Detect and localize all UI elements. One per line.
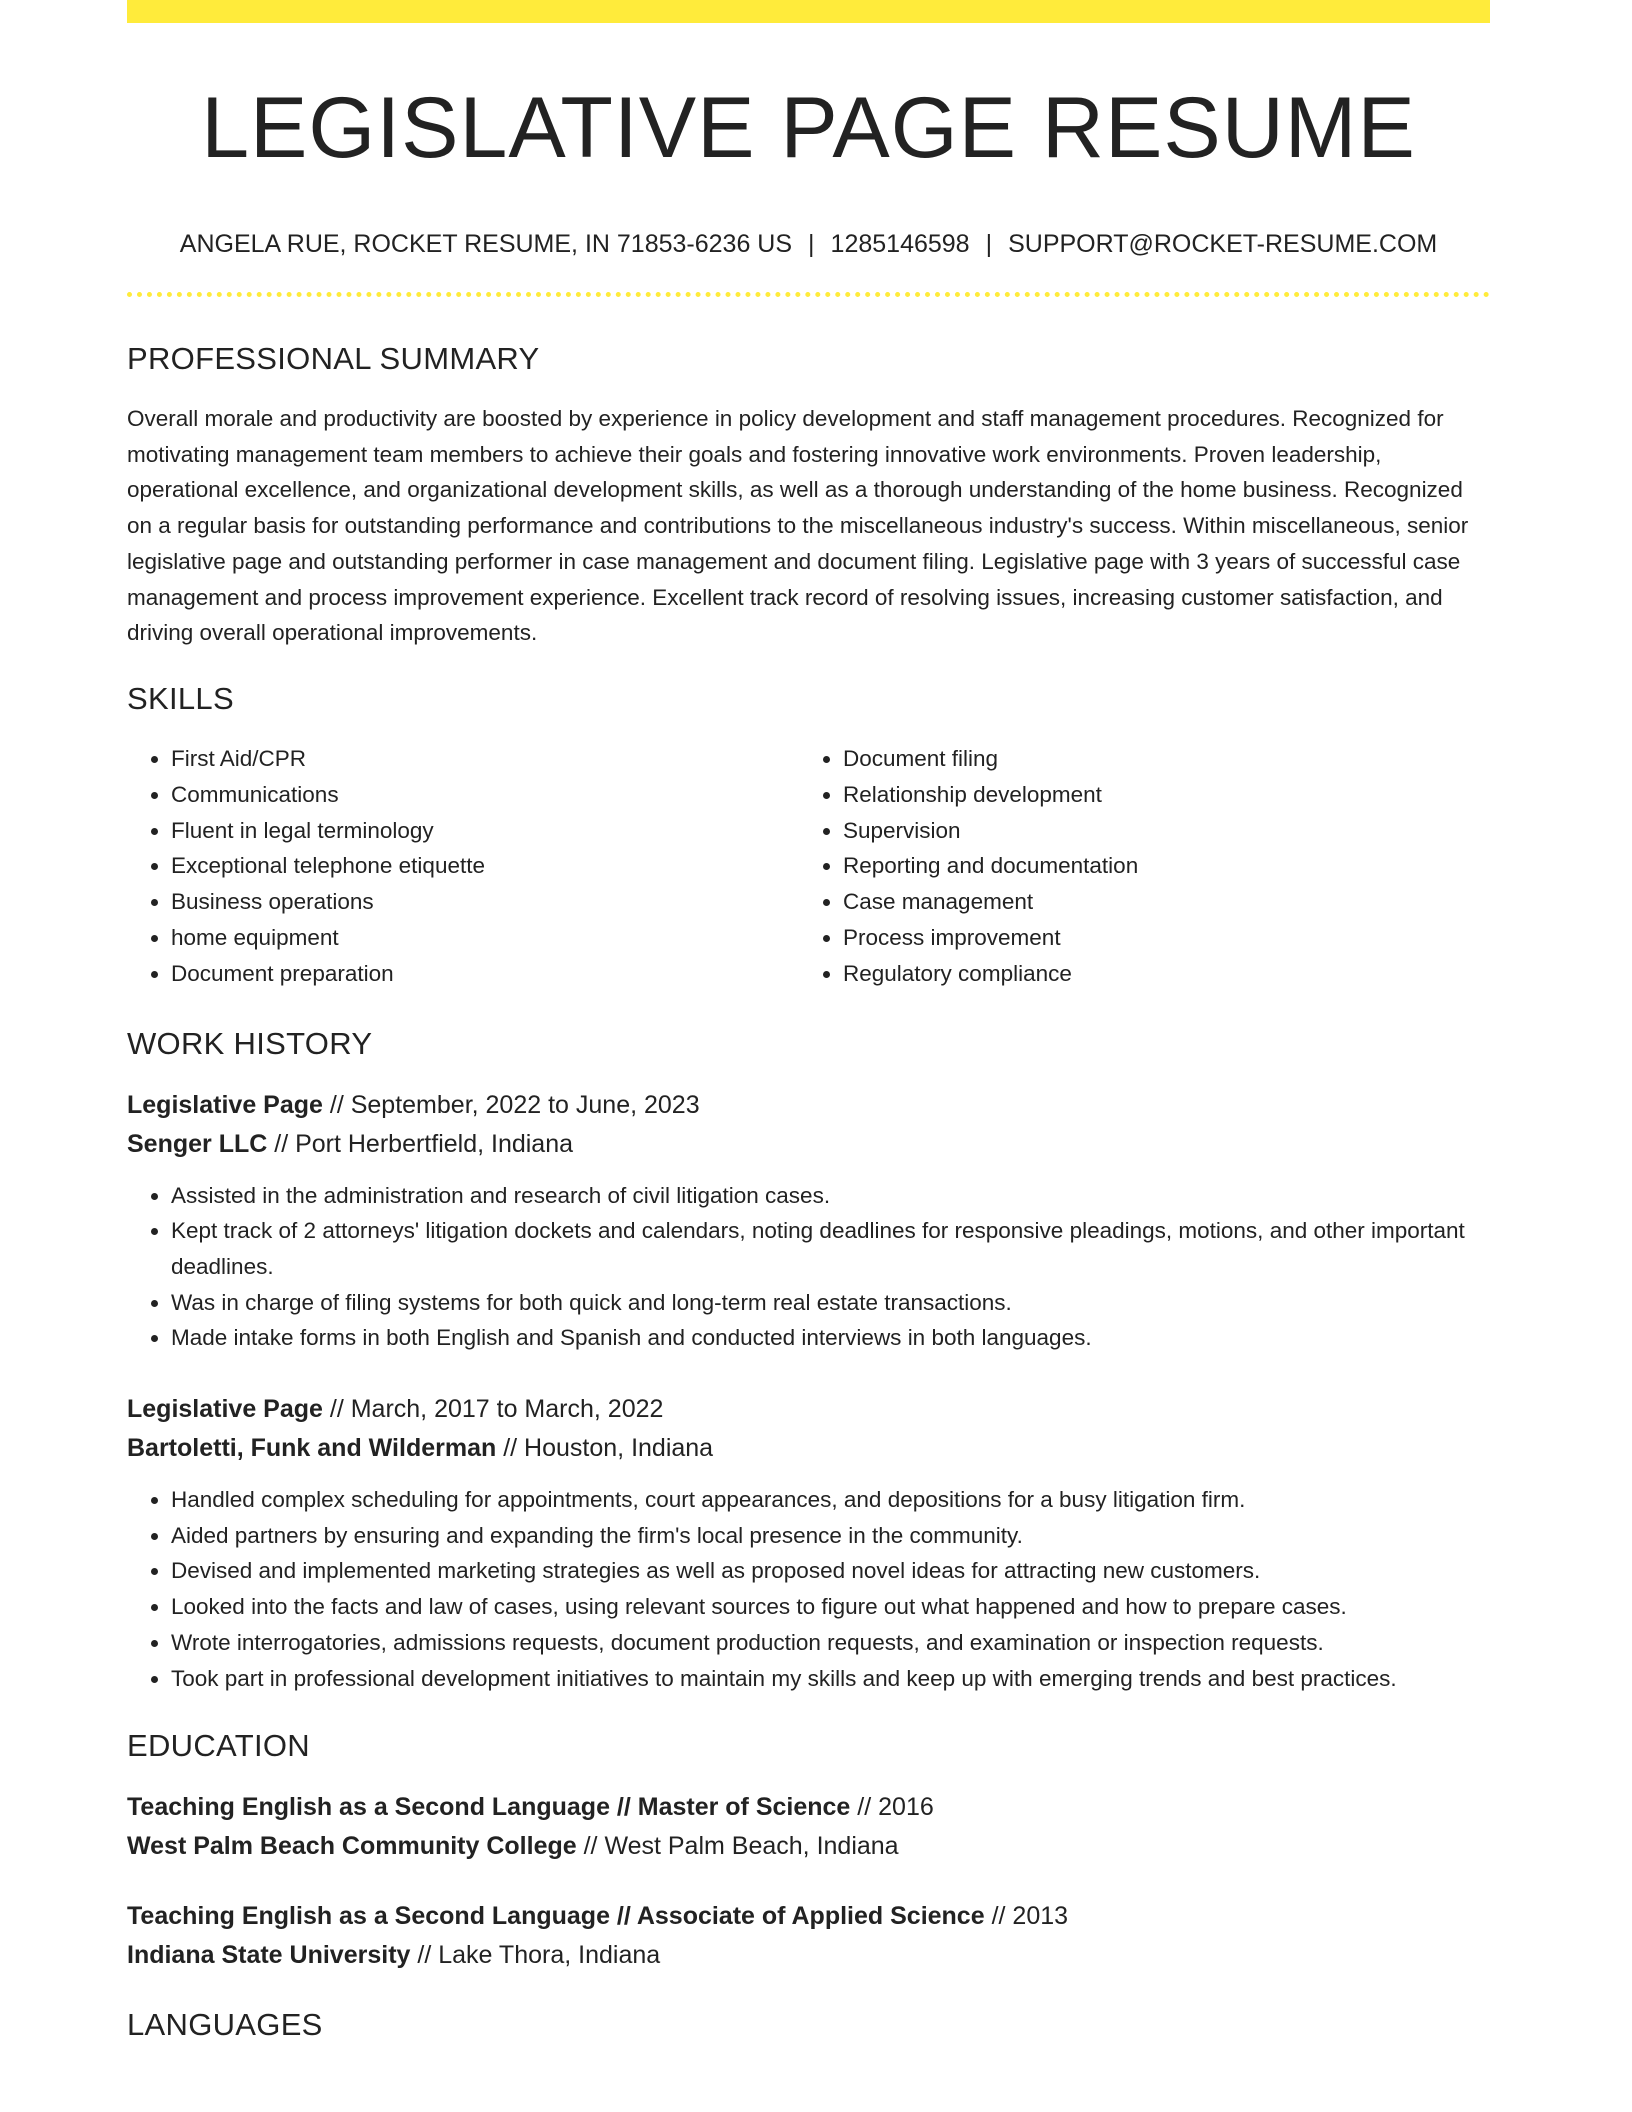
skill-item: • Business operations — [171, 884, 799, 920]
education-year: // 2016 — [857, 1793, 934, 1822]
job-company: Bartoletti, Funk and Wilderman — [127, 1434, 497, 1463]
job-entry — [127, 1390, 1490, 1696]
education-degree: Teaching English as a Second Language // Associate of Applied Science — [127, 1902, 985, 1931]
job-title: Legislative Page — [127, 1395, 323, 1424]
education-school: Indiana State University — [127, 1941, 411, 1970]
job-dates: // September, 2022 to June, 2023 — [329, 1090, 700, 1119]
job-bullet: • Wrote interrogatories, admissions requests, document production requests, and examination or inspection requests. — [171, 1625, 1490, 1661]
summary-heading: PROFESSIONAL SUMMARY — [127, 341, 540, 376]
job-bullet: • Aided partners by ensuring and expanding the firm's local presence in the community. — [171, 1518, 1490, 1554]
contact-separator: | — [985, 230, 993, 258]
education-school-line — [127, 1936, 1490, 1975]
education-school: West Palm Beach Community College — [127, 1832, 577, 1861]
job-bullets — [127, 1178, 1490, 1357]
skills-grid — [127, 741, 1490, 992]
resume-content — [127, 0, 1490, 2045]
education-degree-line — [127, 1788, 1490, 1827]
job-bullet: • Was in charge of filing systems for both quick and long-term real estate transactions. — [171, 1285, 1490, 1321]
languages-heading: LANGUAGES — [127, 2007, 323, 2043]
education-degree-line — [127, 1897, 1490, 1936]
contact-phone: 1285146598 — [830, 230, 970, 258]
job-bullet: • Made intake forms in both English and Spanish and conducted interviews in both languages. — [171, 1320, 1490, 1356]
job-bullets — [127, 1482, 1490, 1696]
job-bullet: • Kept track of 2 attorneys' litigation dockets and calendars, noting deadlines for responsive pleadings, motions, and other important deadlines. — [171, 1213, 1490, 1284]
job-company-line — [127, 1429, 1490, 1468]
contact-email: SUPPORT@ROCKET-RESUME.COM — [1008, 230, 1438, 258]
skills-heading: SKILLS — [127, 680, 234, 716]
job-location: // Port Herbertfield, Indiana — [274, 1129, 574, 1158]
skill-item: • Relationship development — [843, 777, 1471, 813]
education-school-line — [127, 1827, 1490, 1866]
skills-list-right — [799, 741, 1471, 992]
skill-item: • Regulatory compliance — [843, 956, 1471, 992]
resume-title: LEGISLATIVE PAGE RESUME — [201, 80, 1416, 176]
skill-item: • home equipment — [171, 920, 799, 956]
skill-item: • Document preparation — [171, 956, 799, 992]
header-divider — [127, 292, 1490, 297]
job-company-line — [127, 1125, 1490, 1164]
skill-item: • Exceptional telephone etiquette — [171, 848, 799, 884]
skills-list-left — [127, 741, 799, 992]
job-title: Legislative Page — [127, 1090, 323, 1119]
education-heading: EDUCATION — [127, 1728, 310, 1764]
education-entry — [127, 1897, 1490, 1975]
education-degree: Teaching English as a Second Language // Master of Science — [127, 1793, 851, 1822]
job-bullet: • Took part in professional development initiatives to maintain my skills and keep up with emerging trends and best practices. — [171, 1661, 1490, 1697]
job-company: Senger LLC — [127, 1129, 268, 1158]
contact-line — [127, 228, 1490, 260]
education-year: // 2013 — [991, 1902, 1069, 1931]
job-title-line — [127, 1086, 1490, 1125]
job-bullet: • Assisted in the administration and research of civil litigation cases. — [171, 1178, 1490, 1214]
education-location: // Lake Thora, Indiana — [417, 1941, 661, 1970]
education-location: // West Palm Beach, Indiana — [583, 1832, 899, 1861]
job-bullet: • Devised and implemented marketing strategies as well as proposed novel ideas for attracting new customers. — [171, 1553, 1490, 1589]
skill-item: • Case management — [843, 884, 1471, 920]
job-entry — [127, 1086, 1490, 1357]
job-bullet: • Looked into the facts and law of cases, using relevant sources to figure out what happened and how to prepare cases. — [171, 1589, 1490, 1625]
skill-item: • Fluent in legal terminology — [171, 813, 799, 849]
skill-item: • Process improvement — [843, 920, 1471, 956]
work-history-heading: WORK HISTORY — [127, 1025, 373, 1061]
education-entry — [127, 1788, 1490, 1866]
contact-separator: | — [808, 230, 815, 258]
skill-item: • Supervision — [843, 813, 1471, 849]
skill-item: • Reporting and documentation — [843, 848, 1471, 884]
job-bullet: • Handled complex scheduling for appointments, court appearances, and depositions for a busy litigation firm. — [171, 1482, 1490, 1518]
summary-text: Overall morale and productivity are boosted by experience in policy development and staff management procedures. Recognized for motivating management team members to achieve their goals and fostering innovative work environments. Proven leadership, operational excellence, and organizational development skills, as well as a thorough understanding of the home business. Recognized on a regular basis for outstanding performance and contributions to the miscellaneous industry's success. Within miscellaneous, senior legislative page and outstanding performer in case management and document filing. Legislative page with 3 years of successful case management and process improvement experience. Excellent track record of resolving issues, increasing customer satisfaction, and driving overall operational improvements. — [127, 406, 1469, 646]
skill-item: • Document filing — [843, 741, 1471, 777]
skill-item: • Communications — [171, 777, 799, 813]
contact-address: ANGELA RUE, ROCKET RESUME, IN 71853-6236 US — [179, 230, 793, 258]
skill-item: • First Aid/CPR — [171, 741, 799, 777]
job-title-line — [127, 1390, 1490, 1429]
job-dates: // March, 2017 to March, 2022 — [329, 1395, 664, 1424]
job-location: // Houston, Indiana — [503, 1434, 714, 1463]
